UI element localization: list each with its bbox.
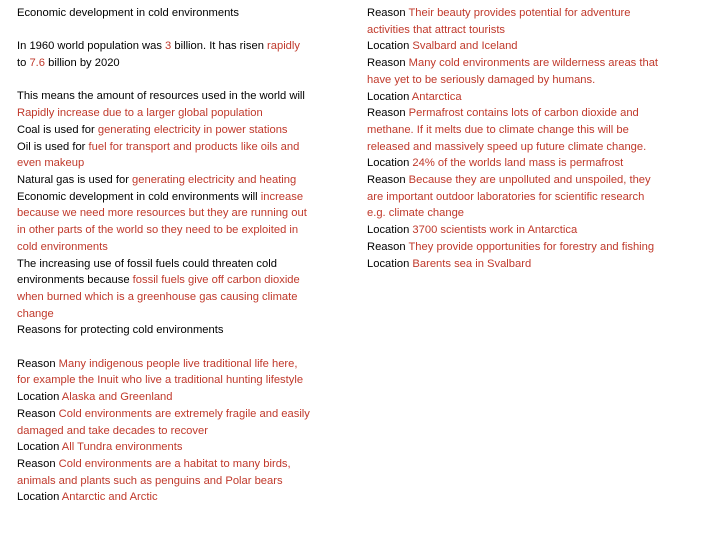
reason-label: Reason [367,107,409,120]
reason-text: Their beauty provides potential for adventure [408,7,631,19]
location-barents [367,256,707,273]
reason-fragile [17,406,359,423]
population-2020-value: 7.6 [29,57,46,70]
coal-use: generating electricity in power stations [97,123,288,136]
oil-line [17,139,359,156]
location-label: Location [367,257,413,270]
reason-text: They provide opportunities for forestry and fishing [408,240,655,253]
location-text: Svalbard and Iceland [412,40,518,53]
reason-unpolluted-continued: are important outdoor laboratories for scientific research [367,190,645,203]
location-tundra [17,439,359,456]
reason-label: Reason [17,407,59,420]
reason-permafrost [367,105,707,122]
fossil-line-2 [17,272,359,289]
gas-line [17,172,359,189]
economic-line-3: in other parts of the world so they need to be exploited in [17,224,299,237]
location-antarctic-arctic [17,489,359,506]
fossil-line-1: The increasing use of fossil fuels could threaten cold [17,257,277,270]
economic-line-4: cold environments [17,240,108,253]
gas-label: Natural gas is used for [17,174,133,186]
spacer [17,22,359,39]
fossil-line-3: when burned which is a greenhouse gas causing climate [17,290,298,303]
reason-text: Many indigenous people live traditional life here, [58,357,298,370]
location-text: Antarctica [411,90,462,103]
location-label: Location [367,224,413,237]
reason-beauty [367,5,707,22]
reason-label: Reason [367,57,409,70]
reasons-heading: Reasons for protecting cold environments [17,324,224,337]
location-text: Alaska and Greenland [61,391,173,404]
reason-unpolluted [367,172,707,189]
location-alaska [17,389,359,406]
location-text: Barents sea in Svalbard [412,257,532,270]
reason-indigenous-continued: for example the Inuit who live a traditional hunting lifestyle [17,374,304,387]
coal-line [17,122,359,139]
fossil-reason: fossil fuels give off carbon dioxide [132,274,300,287]
population-line-1 [17,38,359,55]
spacer [17,72,359,89]
reason-text: Permafrost contains lots of carbon dioxide and [408,107,639,120]
fossil-line-4: change [17,307,54,320]
location-label: Location [17,441,62,454]
reason-unpolluted-continued: e.g. climate change [367,207,465,220]
spacer [17,339,359,356]
location-antarctica [367,89,707,106]
location-text: 3700 scientists work in Antarctica [412,224,578,237]
reason-fragile-continued: damaged and take decades to recover [17,424,208,437]
reason-beauty-continued: activities that attract tourists [367,23,506,36]
location-label: Location [367,157,413,170]
oil-use-continued: even makeup [17,157,85,170]
location-label: Location [17,391,62,404]
resources-line: This means the amount of resources used in the world will [17,90,305,103]
population-text: In 1960 world population was [17,40,166,53]
population-text: billion. It has risen [171,40,268,53]
reason-label: Reason [17,357,59,370]
reason-habitat-continued: animals and plants such as penguins and Polar bears [17,474,283,487]
population-1960-value: 3 [165,40,172,53]
reason-label: Reason [367,240,409,253]
reason-label: Reason [17,457,59,470]
reason-text: Cold environments are extremely fragile and easily [58,407,310,420]
economic-text: Economic development in cold environments will [17,190,261,203]
location-svalbard-iceland [367,38,707,55]
coal-label: Coal is used for [17,123,98,136]
reason-label: Reason [367,7,409,19]
location-text: All Tundra environments [61,441,183,454]
reason-wilderness [367,55,707,72]
reason-text: Cold environments are a habitat to many birds, [58,457,291,470]
reason-text: Many cold environments are wilderness areas that [408,57,659,70]
reason-habitat [17,456,359,473]
population-line-2 [17,55,359,72]
location-label: Location [367,90,412,103]
reason-permafrost-continued: released and massively speed up future climate change. [367,140,647,153]
economic-increase: increase [260,190,304,203]
document-title: Economic development in cold environments [17,7,240,19]
location-label: Location [367,40,413,53]
population-rapidly: rapidly [267,40,300,53]
economic-line-1 [17,189,359,206]
population-text: to [17,57,30,70]
economic-line-2: because we need more resources but they are running out [17,207,307,220]
location-text: 24% of the worlds land mass is permafrost [412,157,624,170]
reason-forestry [367,239,707,256]
gas-use: generating electricity and heating [132,174,297,186]
oil-use: fuel for transport and products like oils and [88,140,300,153]
reason-text: Because they are unpolluted and unspoiled, they [408,174,651,187]
location-text: Antarctic and Arctic [61,491,158,504]
fossil-text: environments because [17,274,133,287]
left-column [17,5,359,506]
location-label: Location [17,491,62,504]
reason-indigenous [17,356,359,373]
reason-label: Reason [367,174,409,187]
reason-permafrost-continued: methane. If it melts due to climate change this will be [367,123,629,136]
resources-increase-line: Rapidly increase due to a larger global population [17,107,263,120]
population-text: billion by 2020 [45,57,120,70]
right-column [367,5,707,272]
location-scientists [367,222,707,239]
location-permafrost [367,155,707,172]
oil-label: Oil is used for [17,140,89,153]
reason-wilderness-continued: have yet to be seriously damaged by humans. [367,73,596,86]
